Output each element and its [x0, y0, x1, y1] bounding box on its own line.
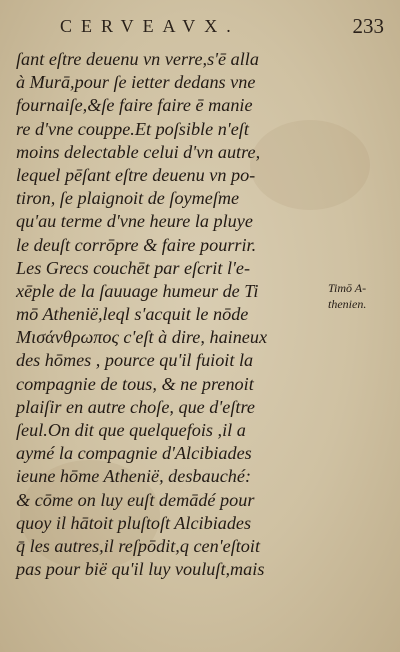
running-head: CERVEAVX. [60, 16, 240, 36]
text-line: ſant eſtre deuenu vn verre,s'ē alla [16, 49, 259, 69]
margin-note-line: Timō A- [328, 281, 367, 295]
text-line: xēple de la ſauuage humeur de Ti [16, 280, 259, 301]
text-line: ſeul.On dit que quelquefois ,il a [16, 420, 246, 440]
text-line: à Murā,pour ſe ietter dedans vne [16, 72, 256, 93]
margin-note-line: thenien. [328, 297, 367, 311]
text-line: ieune hōme Athenië, desbauché: [16, 466, 252, 487]
text-line: le deuſt corrōpre & faire pourrir. [16, 234, 257, 255]
text-line: des hōmes , pource qu'il fuioit la [16, 350, 254, 371]
text-line: mō Athenië,leql s'acquit le nōde [16, 304, 249, 325]
text-line: q̄ les autres,il reſpōdit,q cen'eſtoit [16, 535, 260, 556]
body-text [16, 48, 330, 581]
page-number: 233 [352, 14, 384, 38]
text-line: & cōme on luy euſt demādé pour [16, 489, 255, 510]
text-line: qu'au terme d'vne heure la pluye [16, 211, 253, 232]
text-line: lequel pēſant eſtre deuenu vn po- [16, 164, 256, 185]
text-line: fournaiſe,&ſe faire faire ē manie [16, 95, 253, 116]
text-line: plaiſir en autre choſe, que d'eſtre [16, 396, 255, 417]
margin-note [328, 280, 398, 312]
text-line: tiron, ſe plaignoit de ſoymeſme [16, 188, 240, 209]
text-line: pas pour bië qu'il luy vouluſt,mais [16, 559, 265, 580]
text-line: Μισάνθρωπος c'eſt à dire, haineux [16, 327, 268, 348]
text-line: re d'vne couppe.Et poſsible n'eſt [16, 118, 249, 139]
text-line: aymé la compagnie d'Alcibiades [16, 443, 252, 464]
text-line: moins delectable celui d'vn autre, [16, 141, 261, 162]
text-line: Les Grecs couchēt par eſcrit l'e- [16, 257, 251, 278]
text-line: compagnie de tous, & ne prenoit [16, 373, 254, 394]
page-header [54, 10, 384, 40]
text-line: quoy il hātoit pluſtoſt Alcibiades [16, 512, 252, 533]
